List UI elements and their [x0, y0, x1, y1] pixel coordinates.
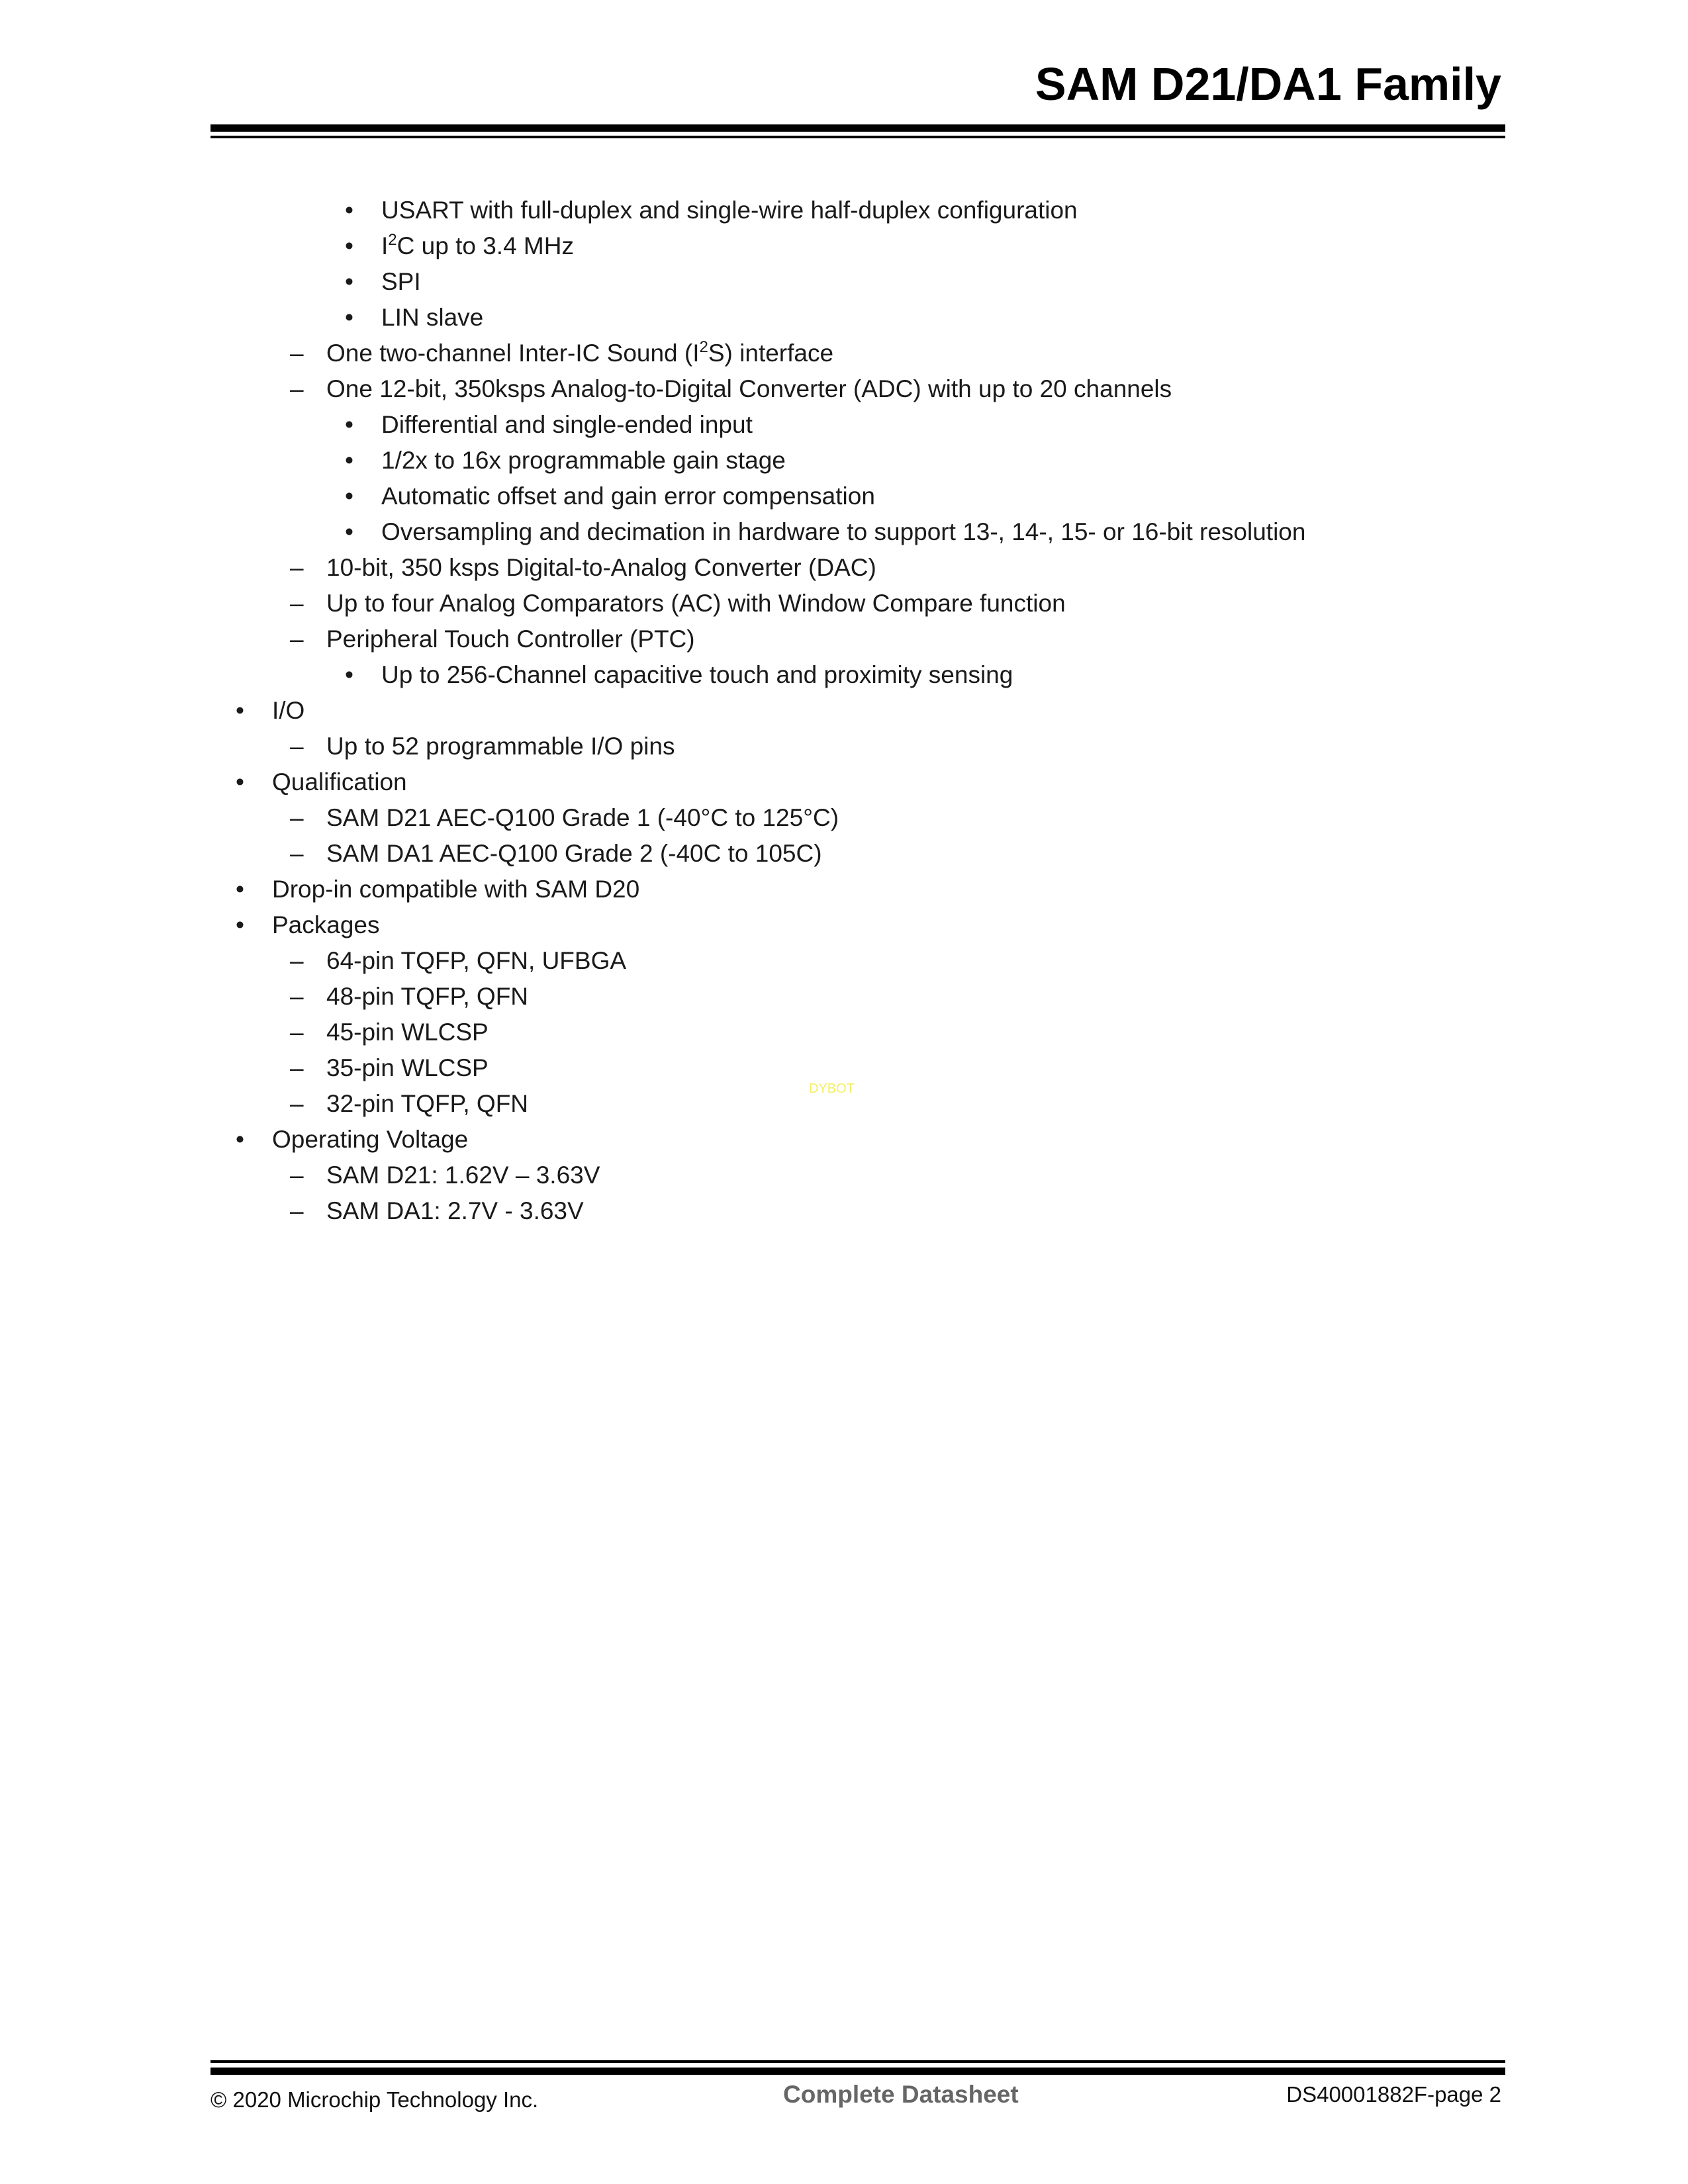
dash-marker: –: [290, 983, 304, 1010]
list-item-text: Operating Voltage: [272, 1126, 469, 1153]
list-item: [0, 943, 1688, 979]
list-item-text: Up to 256-Channel capacitive touch and proximity sensing: [381, 661, 1013, 688]
list-item: [0, 1193, 1688, 1229]
list-item-text: 64-pin TQFP, QFN, UFBGA: [326, 947, 627, 974]
dash-marker: –: [290, 1161, 304, 1189]
list-item: [0, 729, 1688, 764]
list-item: [0, 693, 1688, 729]
watermark-text: DYBOT: [809, 1081, 855, 1096]
list-item: [0, 514, 1688, 550]
list-item: [0, 621, 1688, 657]
list-item-text: Differential and single-ended input: [381, 411, 753, 438]
list-item-text: Oversampling and decimation in hardware to support 13-, 14-, 15- or 16-bit resolution: [381, 518, 1306, 545]
list-item: [0, 193, 1688, 228]
text-part: I: [381, 232, 389, 259]
list-item-text: 45-pin WLCSP: [326, 1019, 489, 1046]
list-item-text: [381, 228, 574, 264]
list-item-text: SAM DA1: 2.7V - 3.63V: [326, 1197, 584, 1224]
footer-page-number: DS40001882F-page 2: [1286, 2082, 1501, 2107]
list-item: [0, 800, 1688, 836]
dash-marker: –: [290, 733, 304, 760]
header-rule-thin: [211, 136, 1505, 138]
list-item-text: USART with full-duplex and single-wire half-duplex configuration: [381, 197, 1078, 224]
list-item: [0, 979, 1688, 1015]
list-item: [0, 872, 1688, 907]
dash-marker: –: [290, 625, 304, 653]
bullet-marker: •: [345, 518, 353, 545]
footer-rule-thin: [211, 2060, 1505, 2063]
bullet-marker: •: [236, 768, 244, 796]
list-item-text: [326, 336, 833, 371]
dash-marker: –: [290, 1019, 304, 1046]
list-item-text: LIN slave: [381, 304, 484, 331]
list-item: [0, 443, 1688, 478]
list-item-text: Automatic offset and gain error compensation: [381, 482, 875, 510]
bullet-marker: •: [345, 661, 353, 688]
list-item-text: Qualification: [272, 768, 407, 796]
bullet-marker: •: [345, 268, 353, 295]
list-item-text: Peripheral Touch Controller (PTC): [326, 625, 695, 653]
bullet-marker: •: [345, 411, 353, 438]
list-item: [0, 264, 1688, 300]
dash-marker: –: [290, 1090, 304, 1117]
bullet-marker: •: [345, 304, 353, 331]
footer-copyright: © 2020 Microchip Technology Inc.: [211, 2087, 539, 2112]
list-item-text: 35-pin WLCSP: [326, 1054, 489, 1081]
dash-marker: –: [290, 804, 304, 831]
text-part: C up to 3.4 MHz: [397, 232, 574, 259]
list-item: [0, 407, 1688, 443]
list-item: [0, 657, 1688, 693]
list-item: [0, 550, 1688, 586]
bullet-marker: •: [345, 447, 353, 474]
list-item: [0, 907, 1688, 943]
list-item: [0, 586, 1688, 621]
list-item: [0, 1158, 1688, 1193]
bullet-marker: •: [345, 232, 353, 259]
list-item: [0, 228, 1688, 264]
list-item: [0, 836, 1688, 872]
header-rule-thick: [211, 124, 1505, 132]
list-item-text: Up to four Analog Comparators (AC) with Window Compare function: [326, 590, 1066, 617]
list-item: [0, 371, 1688, 407]
footer-rule-thick: [211, 2068, 1505, 2075]
superscript: 2: [388, 231, 397, 249]
list-item-text: Packages: [272, 911, 380, 938]
list-item: [0, 300, 1688, 336]
bullet-marker: •: [236, 697, 244, 724]
bullet-marker: •: [345, 197, 353, 224]
list-item-text: 10-bit, 350 ksps Digital-to-Analog Converter (DAC): [326, 554, 876, 581]
list-item-text: 48-pin TQFP, QFN: [326, 983, 529, 1010]
bullet-marker: •: [345, 482, 353, 510]
bullet-marker: •: [236, 911, 244, 938]
dash-marker: –: [290, 554, 304, 581]
dash-marker: –: [290, 1054, 304, 1081]
list-item-text: 32-pin TQFP, QFN: [326, 1090, 529, 1117]
list-item: [0, 478, 1688, 514]
list-item: [0, 336, 1688, 371]
list-item-text: Up to 52 programmable I/O pins: [326, 733, 675, 760]
footer-document-type: Complete Datasheet: [783, 2081, 1019, 2108]
list-item: [0, 1015, 1688, 1050]
list-item: [0, 1050, 1688, 1086]
feature-list: [0, 193, 1688, 1229]
list-item: [0, 1122, 1688, 1158]
dash-marker: –: [290, 840, 304, 867]
bullet-marker: •: [236, 1126, 244, 1153]
text-part: S) interface: [708, 340, 834, 367]
list-item-text: SAM DA1 AEC-Q100 Grade 2 (-40C to 105C): [326, 840, 822, 867]
bullet-marker: •: [236, 876, 244, 903]
list-item-text: 1/2x to 16x programmable gain stage: [381, 447, 786, 474]
list-item-text: Drop-in compatible with SAM D20: [272, 876, 640, 903]
list-item-text: SPI: [381, 268, 421, 295]
dash-marker: –: [290, 947, 304, 974]
dash-marker: –: [290, 590, 304, 617]
dash-marker: –: [290, 1197, 304, 1224]
superscript: 2: [699, 338, 708, 356]
list-item: [0, 764, 1688, 800]
list-item-text: One 12-bit, 350ksps Analog-to-Digital Converter (ADC) with up to 20 channels: [326, 375, 1172, 402]
dash-marker: –: [290, 340, 304, 367]
text-part: One two-channel Inter-IC Sound (I: [326, 340, 700, 367]
dash-marker: –: [290, 375, 304, 402]
list-item-text: SAM D21 AEC-Q100 Grade 1 (-40°C to 125°C): [326, 804, 839, 831]
list-item-text: SAM D21: 1.62V – 3.63V: [326, 1161, 600, 1189]
list-item-text: I/O: [272, 697, 305, 724]
page-header-title: SAM D21/DA1 Family: [1035, 58, 1501, 110]
